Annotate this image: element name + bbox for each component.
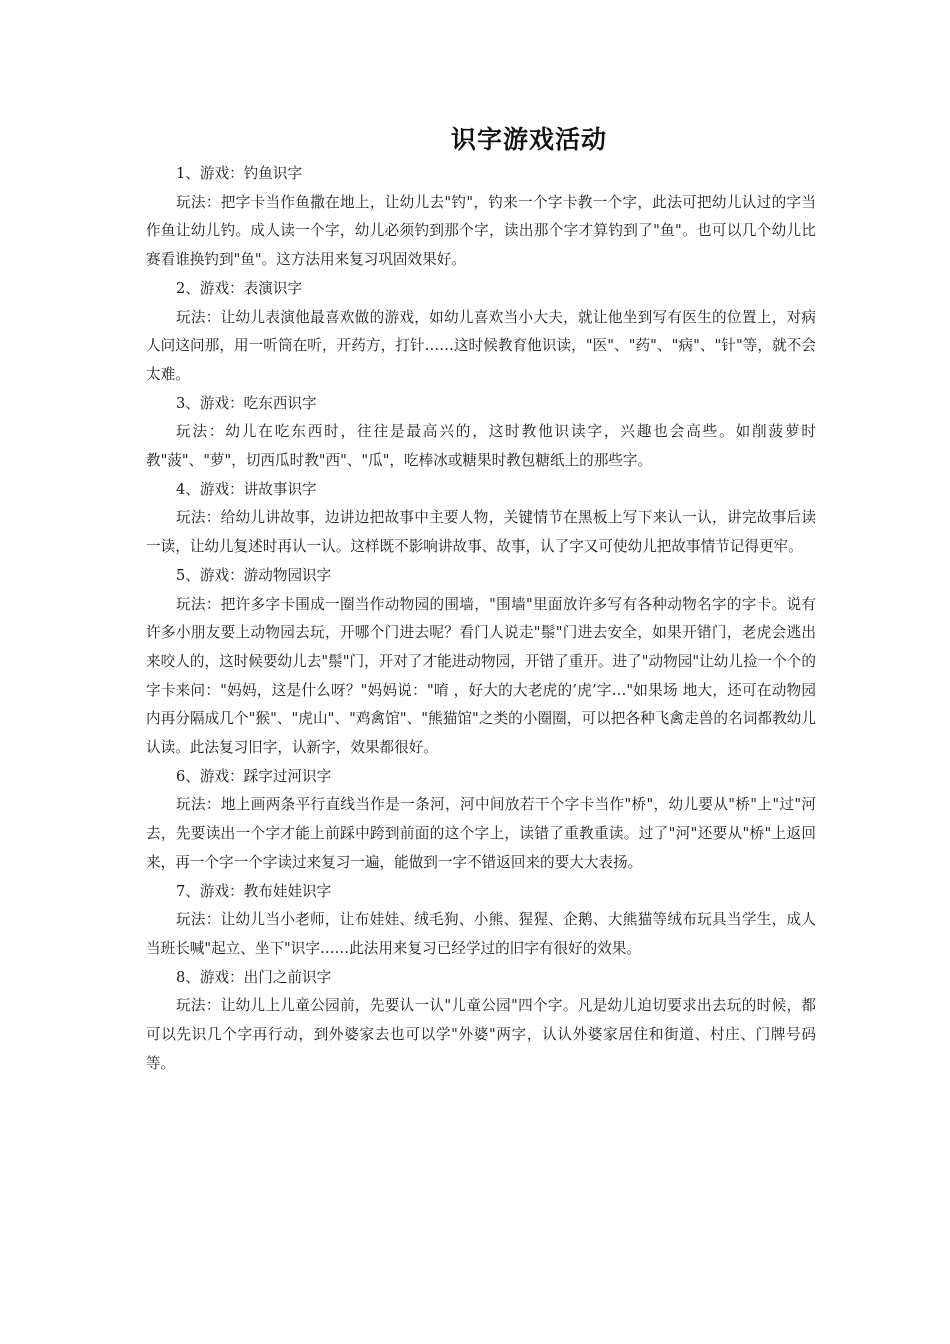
game-section-5 (146, 562, 816, 763)
document-content (146, 120, 816, 1079)
section-body: 玩法：地上画两条平行直线当作是一条河，河中间放若干个字卡当作"桥"，幼儿要从"桥"上"过"河去，先要读出一个字才能上前踩中跨到前面的这个字上，读错了重教重读。过了"河"还要从"桥"上返回来，再一个字一个字读过来复习一遍，能做到一字不错返回来的要大大表扬。 (146, 796, 816, 871)
section-body: 玩法：把字卡当作鱼撒在地上，让幼儿去"钓"，钓来一个字卡教一个字，此法可把幼儿认过的字当作鱼让幼儿钓。成人读一个字，幼儿必须钓到那个字，读出那个字才算钓到了"鱼"。也可以几个幼儿比赛看谁换钓到"鱼"。这方法用来复习巩固效果好。 (146, 193, 816, 269)
game-section-8 (146, 964, 816, 1079)
section-body: 玩法：幼儿在吃东西时，往往是最高兴的，这时教他识读字，兴趣也会高些。如削菠萝时教"菠"、"萝"，切西瓜时教"西"、"瓜"，吃棒冰或糖果时教包糖纸上的那些字。 (146, 423, 816, 470)
section-heading: 8、游戏：出门之前识字 (176, 968, 332, 986)
section-body: 玩法：给幼儿讲故事，边讲边把故事中主要人物，关键情节在黑板上写下来认一认，讲完故事后读一读，让幼儿复述时再认一认。这样既不影响讲故事、故事，认了字又可使幼儿把故事情节记得更牢。 (146, 509, 816, 556)
section-heading: 6、游戏：踩字过河识字 (176, 767, 332, 785)
game-section-6 (146, 763, 816, 878)
section-heading: 7、游戏：教布娃娃识字 (176, 882, 332, 900)
section-heading: 3、游戏：吃东西识字 (176, 394, 317, 412)
section-body: 玩法：让幼儿当小老师，让布娃娃、绒毛狗、小熊、猩猩、企鹅、大熊猫等绒布玩具当学生，成人当班长喊"起立、坐下"识字……此法用来复习已经学过的旧字有很好的效果。 (146, 911, 816, 957)
section-heading: 5、游戏：游动物园识字 (176, 566, 332, 584)
game-section-4 (146, 476, 816, 562)
section-heading: 4、游戏：讲故事识字 (176, 480, 317, 498)
document-title: 识字游戏活动 (450, 125, 607, 154)
game-section-2 (146, 275, 816, 390)
game-section-3 (146, 390, 816, 476)
section-heading: 2、游戏：表演识字 (176, 279, 303, 297)
section-body: 玩法：把许多字卡围成一圈当作动物园的围墙，"围墙"里面放许多写有各种动物名字的字卡。说有许多小朋友要上动物园去玩，开哪个门进去呢？看门人说走"鬃"门进去安全，如果开错门，老虎会逃出来咬人的，这时候要幼儿去"鬃"门，开对了才能进动物园，开错了重开。进了"动物园"让幼儿捡一个个的字卡来问："妈妈，这是什么呀？"妈妈说："唷 ，好大的大老虎的’虎’字…"如果场 地大，还可在动物园内再分隔成几个"猴"、"虎山"、"鸡禽馆"、"熊猫馆"之类的小圈圈，可以把各种飞禽走兽的名词都教幼儿认读。此法复习旧字，认新字，效果都很好。 (146, 595, 816, 757)
section-body: 玩法：让幼儿表演他最喜欢做的游戏，如幼儿喜欢当小大夫，就让他坐到写有医生的位置上，对病人问这问那，用一听筒在听，开药方，打针……这时候教育他识读，"医"、"药"、"病"、"针"等，就不会太难。 (146, 308, 816, 383)
game-section-7 (146, 878, 816, 964)
section-body: 玩法：让幼儿上儿童公园前，先要认一认"儿童公园"四个字。凡是幼儿迫切要求出去玩的时候，都可以先识几个字再行动，到外婆家去也可以学"外婆"两字，认认外婆家居住和街道、村庄、门牌号码等。 (146, 997, 816, 1072)
game-section-1 (146, 160, 816, 275)
section-heading: 1、游戏：钓鱼识字 (176, 165, 303, 182)
